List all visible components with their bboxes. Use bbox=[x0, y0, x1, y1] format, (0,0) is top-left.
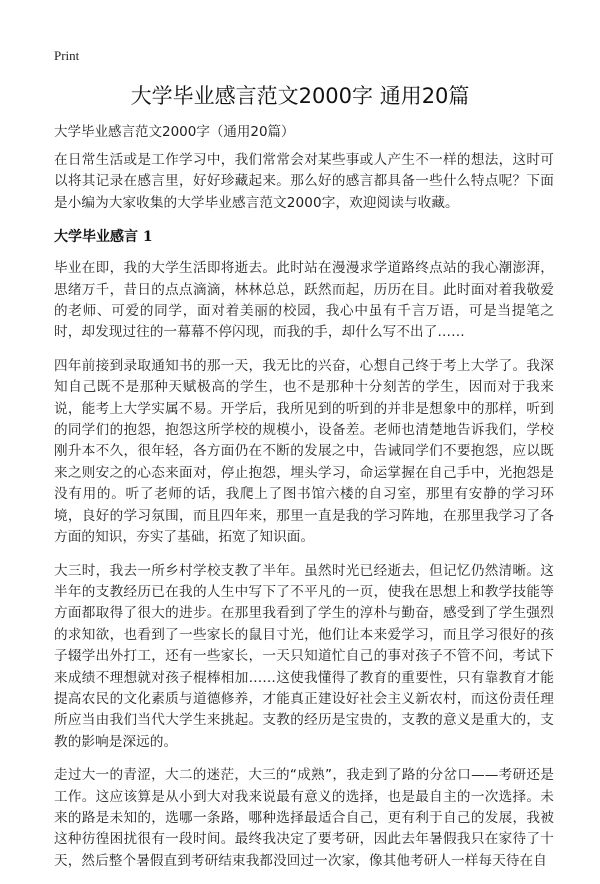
body-paragraph: 走过大一的青涩，大二的迷茫，大三的“成熟”，我走到了路的分岔口——考研还是工作。这应该算是从小到大对我来说最有意义的选择，也是最自主的一次选择。未来的路是未知的，选哪一条路，哪种选择最适合自己，更有利于自己的发展，我被这种彷徨困扰很有一段时间。最终我决定了要考研，因此去年暑假我只在家待了十天，然后整个暑假直到考研结束我都没回过一次家，像其他考研人一样每天待在自 bbox=[54, 767, 554, 869]
article-body bbox=[54, 150, 554, 884]
intro-paragraph: 在日常生活或是工作学习中，我们常常会对某些事或人产生不一样的想法，这时可以将其记录在感言里，好好珍藏起来。那么好的感言都具备一些什么特点呢？下面是小编为大家收集的大学毕业感言范文2000字，欢迎阅读与收藏。 bbox=[54, 152, 554, 211]
page-title: 大学毕业感言范文2000字 通用20篇 bbox=[130, 84, 470, 108]
body-paragraph: 毕业在即，我的大学生活即将逝去。此时站在漫漫求学道路终点站的我心潮澎湃，思绪万千，昔日的点点滴滴，林林总总，跃然而起，历历在目。此时面对着我敬爱的老师、可爱的同学，面对着美丽的校园，我心中虽有千言万语，可是当提笔之时，却发现过往的一幕幕不停闪现，而我的手，却什么写不出了…… bbox=[54, 260, 554, 341]
body-paragraph: 四年前接到录取通知书的那一天，我无比的兴奋，心想自己终于考上大学了。我深知自己既不是那种天赋极高的学生，也不是那种十分刻苦的学生，因而对于我来说，能考上大学实属不易。开学后，我所见到的听到的并非是想象中的那样，听到的同学们的抱怨，抱怨这所学校的规模小，设备差。老师也清楚地告诉我们，学校刚升本不久，很年轻，各方面仍在不断的发展之中，告诫同学们不要抱怨，应以既来之则安之的心态来面对，停止抱怨，埋头学习，命运掌握在自己手中，光抱怨是没有用的。听了老师的话，我爬上了图书馆六楼的自习室，那里有安静的学习环境，良好的学习氛围，而且四年来，那里一直是我的学习阵地，在那里我学习了各方面的知识，夯实了基础，拓宽了知识面。 bbox=[54, 357, 554, 546]
body-paragraph: 大三时，我去一所乡村学校支教了半年。虽然时光已经逝去，但记忆仍然清晰。这半年的支教经历已在我的人生中写下了不平凡的一页，使我在思想上和教学技能等方面都取得了很大的进步。在那里我看到了学生的淳朴与勤奋，感受到了学生强烈的求知欲，也看到了一些家长的鼠目寸光，他们让本来爱学习，而且学习很好的孩子辍学出外打工，还有一些家长，一天只知道忙自己的事对孩子不管不问，考试下来成绩不理想就对孩子棍棒相加……这使我懂得了教育的重要性，只有靠教育才能提高农民的文化素质与道德修养，才能真正建设好社会主义新农村，而这份责任理所应当由我们当代大学生来挑起。支教的经历是宝贵的，支教的意义是重大的，支教的影响是深远的。 bbox=[54, 562, 554, 750]
document-subtitle: 大学毕业感言范文2000字（通用20篇） bbox=[54, 124, 295, 140]
print-label: Print bbox=[54, 48, 80, 63]
section-heading: 大学毕业感言 1 bbox=[54, 229, 153, 246]
